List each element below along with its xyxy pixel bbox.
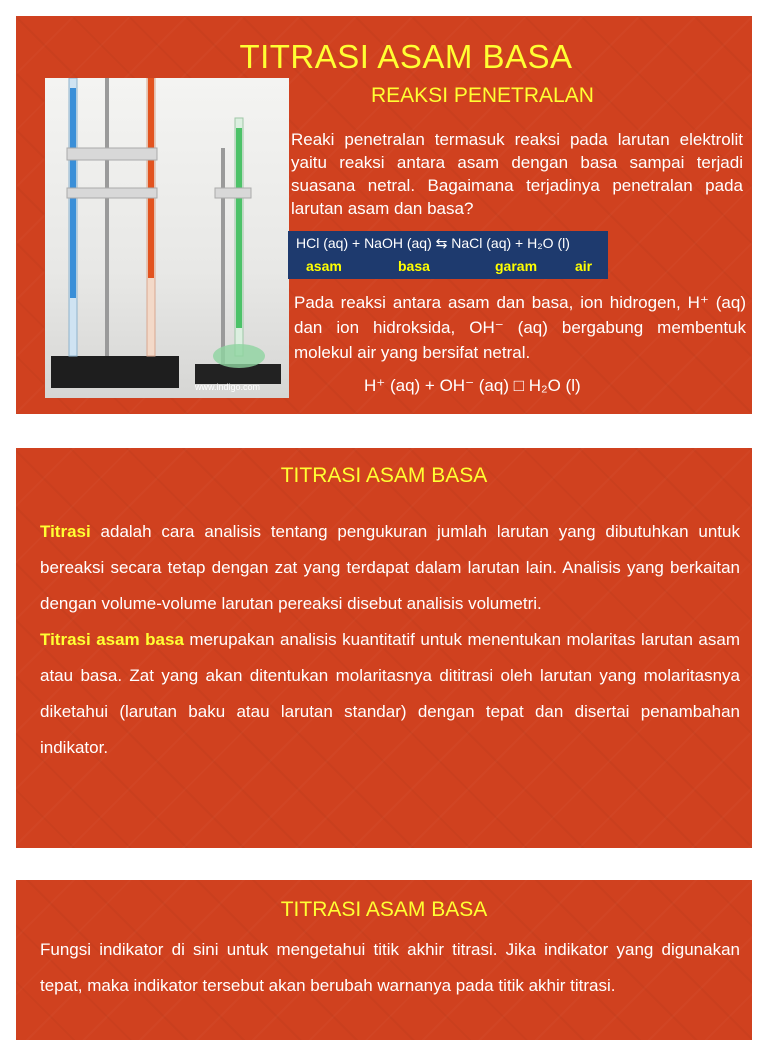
equation-line: HCl (aq) + NaOH (aq) ⇆ NaCl (aq) + H₂O (l) <box>296 235 570 251</box>
section-heading: TITRASI ASAM BASA <box>280 898 488 921</box>
slide-titrasi-definisi <box>16 448 752 848</box>
definition-text-2: merupakan analisis kuantitatif untuk menentukan molaritas larutan asam atau basa. Zat yang akan ditentukan molaritasnya dititrasi oleh larutan yang molaritasnya diketahui (larutan baku atau larutan standar) dengan tepat dan disertai penambahan indikator. <box>40 630 740 757</box>
ionic-equation: H⁺ (aq) + OH⁻ (aq) □ H₂O (l) <box>364 376 581 395</box>
equation-box <box>288 231 608 279</box>
keyword-titrasi-asam-basa: Titrasi asam basa <box>40 630 184 649</box>
label-basa: basa <box>398 258 430 274</box>
definition-text <box>40 514 740 766</box>
paragraph-penetralan: Reaki penetralan termasuk reaksi pada larutan elektrolit yaitu reaksi antara asam dengan basa sampai terjadi suasana netral. Bagaimana terjadinya penetralan pada larutan asam dan basa? <box>291 130 743 218</box>
slide-title: TITRASI ASAM BASA <box>239 38 573 75</box>
label-garam: garam <box>495 258 538 274</box>
indicator-text: Fungsi indikator di sini untuk mengetahui titik akhir titrasi. Jika indikator yang digunakan tepat, maka indikator tersebut akan berubah warnanya pada titik akhir titrasi. <box>40 940 740 995</box>
keyword-titrasi: Titrasi <box>40 522 91 541</box>
photo-watermark: www.indigo.com <box>195 382 261 392</box>
label-asam: asam <box>306 258 342 274</box>
slide-fungsi-indikator <box>16 880 752 1040</box>
slide-reaksi-penetralan <box>16 16 752 414</box>
definition-text-1: adalah cara analisis tentang pengukuran jumlah larutan yang dibutuhkan untuk bereaksi secara tetap dengan zat yang terdapat dalam larutan lain. Analisis yang berkaitan dengan volume-volume larutan pereaksi disebut analisis volumetri. <box>40 522 740 613</box>
titration-apparatus-photo <box>45 78 289 398</box>
paragraph-ion: Pada reaksi antara asam dan basa, ion hidrogen, H⁺ (aq) dan ion hidroksida, OH⁻ (aq) bergabung membentuk molekul air yang bersifat netral. <box>294 293 746 362</box>
definition-paragraph-2 <box>40 622 740 766</box>
label-air: air <box>575 258 593 274</box>
slide-subtitle: REAKSI PENETRALAN <box>371 84 594 107</box>
definition-paragraph-1 <box>40 514 740 622</box>
section-heading: TITRASI ASAM BASA <box>280 464 488 487</box>
